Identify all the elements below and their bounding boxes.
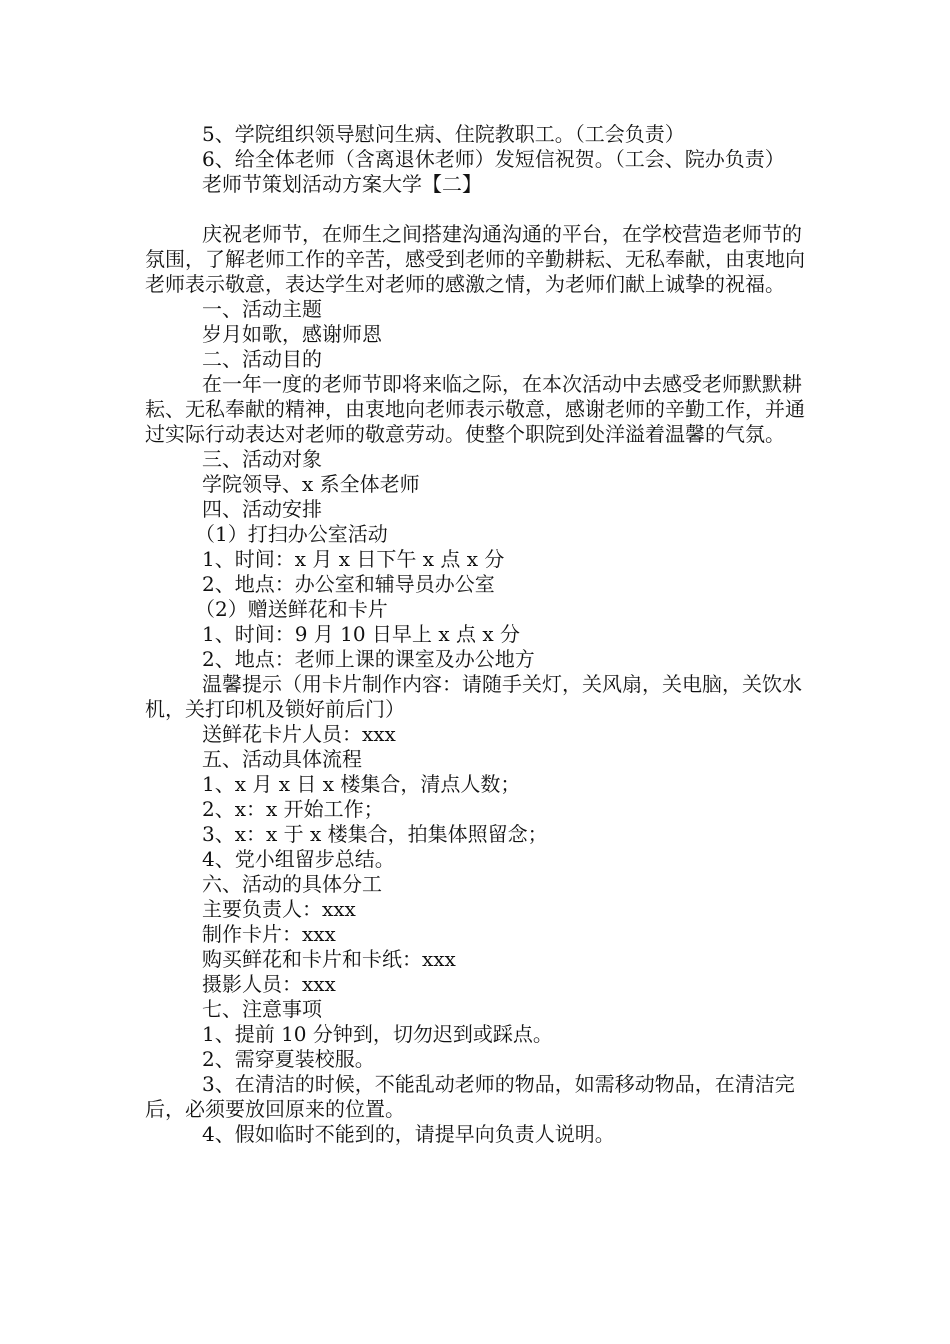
heading: 七、注意事项 [202,997,322,1021]
paragraph: 送鲜花卡片人员：xxx [202,722,396,746]
heading: 一、活动主题 [202,297,322,321]
list-item: 2、地点：老师上课的课室及办公地方 [202,647,535,671]
paragraph: 在一年一度的老师节即将来临之际，在本次活动中去感受老师默默耕耘、无私奉献的精神，由衷地向老师表示敬意，感谢老师的辛勤工作，并通过实际行动表达对老师的敬意劳动。使整个职院到处洋溢着温馨的气氛。 [145,372,805,446]
sub-heading: （2）赠送鲜花和卡片 [195,597,388,621]
paragraph: 岁月如歌，感谢师恩 [202,322,382,346]
sub-heading: （1）打扫办公室活动 [195,522,388,546]
list-item: 3、在清洁的时候，不能乱动老师的物品，如需移动物品，在清洁完后，必须要放回原来的位置。 [145,1072,795,1121]
paragraph: 学院领导、x 系全体老师 [202,472,420,496]
paragraph: 庆祝老师节，在师生之间搭建沟通沟通的平台，在学校营造老师节的氛围，了解老师工作的辛苦，感受到老师的辛勤耕耘、无私奉献，由衷地向老师表示敬意，表达学生对老师的感激之情，为老师们献上诚挚的祝福。 [145,222,805,296]
paragraph: 主要负责人：xxx [202,897,356,921]
list-item: 4、党小组留步总结。 [202,847,395,871]
heading: 五、活动具体流程 [202,747,362,771]
blank-line [145,197,807,222]
section-title: 老师节策划活动方案大学【二】 [202,172,482,196]
paragraph: 摄影人员：xxx [202,972,336,996]
paragraph: 购买鲜花和卡片和卡纸：xxx [202,947,456,971]
list-item: 2、需穿夏装校服。 [202,1047,375,1071]
list-item: 1、时间：9 月 10 日早上 x 点 x 分 [202,622,520,646]
list-item: 3、x：x 于 x 楼集合，拍集体照留念； [202,822,548,846]
list-item: 5、学院组织领导慰问生病、住院教职工。（工会负责） [202,122,685,146]
list-item: 4、假如临时不能到的，请提早向负责人说明。 [202,1122,615,1146]
paragraph: 制作卡片：xxx [202,922,336,946]
list-item: 1、提前 10 分钟到，切勿迟到或踩点。 [202,1022,553,1046]
list-item: 2、地点：办公室和辅导员办公室 [202,572,495,596]
document-body [145,122,807,1147]
heading: 六、活动的具体分工 [202,872,382,896]
heading: 三、活动对象 [202,447,322,471]
list-item: 2、x：x 开始工作； [202,797,384,821]
list-item: 1、时间：x 月 x 日下午 x 点 x 分 [202,547,505,571]
list-item: 1、x 月 x 日 x 楼集合，清点人数； [202,772,521,796]
list-item: 6、给全体老师（含离退休老师）发短信祝贺。（工会、院办负责） [202,147,785,171]
heading: 二、活动目的 [202,347,322,371]
paragraph: 温馨提示（用卡片制作内容：请随手关灯，关风扇，关电脑，关饮水机，关打印机及锁好前后门） [145,672,802,721]
heading: 四、活动安排 [202,497,322,521]
